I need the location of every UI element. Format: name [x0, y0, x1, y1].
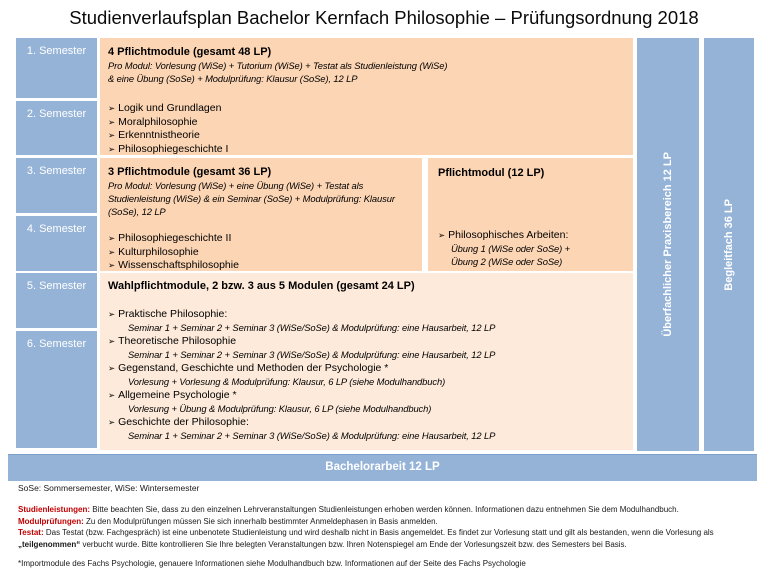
note-modulpruefungen: [18, 516, 762, 528]
block-detail-line: & eine Übung (SoSe) + Modulprüfung: Klausur (SoSe), 12 LP: [108, 73, 358, 84]
begleitfach-bar: [704, 38, 754, 451]
list-item: [108, 361, 625, 375]
arrow-bullet-icon: ➢: [438, 230, 446, 240]
praxisbereich-bar: [637, 38, 699, 451]
block-detail-line: Studienleistung (WiSe) & ein Seminar (SoSe) + Modulprüfung: Klausur: [108, 193, 395, 204]
module-detail: Seminar 1 + Seminar 2 + Seminar 3 (WiSe/SoSe) & Modulprüfung: eine Hausarbeit, 12 LP: [128, 322, 496, 333]
module-label: Gegenstand, Geschichte und Methoden der Psychologie *: [118, 362, 389, 374]
module-label: Wissenschaftsphilosophie: [118, 259, 239, 271]
arrow-bullet-icon: ➢: [108, 417, 116, 427]
semester-label: 1. Semester: [26, 45, 87, 57]
begleitfach-label: Begleitfach 36 LP: [723, 198, 735, 291]
module-list: [108, 102, 625, 156]
semester-cell-6: [16, 331, 97, 448]
page-title: Studienverlaufsplan Bachelor Kernfach Philosophie – Prüfungsordnung 2018: [69, 7, 699, 28]
arrow-bullet-icon: ➢: [108, 309, 116, 319]
praxisbereich-label: Überfachlicher Praxisbereich 12 LP: [662, 152, 674, 337]
module-label: Moralphilosophie: [118, 115, 198, 128]
semester-label: 5. Semester: [26, 280, 87, 292]
module-label: Theoretische Philosophie: [118, 335, 237, 347]
note-term: Studienleistungen:: [18, 505, 90, 514]
module-label: Erkenntnistheorie: [118, 129, 200, 141]
note-importmodule: *Importmodule des Fachs Psychologie, genauere Informationen siehe Modulhandbuch bzw. Informationen auf der Seite des Fachs Psychologie: [18, 559, 526, 569]
module-label: Philosophiegeschichte I: [118, 142, 229, 155]
list-item: [108, 116, 625, 130]
module-label: Praktische Philosophie:: [118, 308, 228, 320]
block-detail-line: Pro Modul: Vorlesung (WiSe) + Tutorium (WiSe) + Testat als Studienleistung (WiSe): [108, 60, 448, 71]
arrow-bullet-icon: ➢: [108, 130, 116, 140]
semester-label: 2. Semester: [26, 108, 87, 120]
module-label: Kulturphilosophie: [118, 245, 199, 258]
block-heading: Wahlpflichtmodule, 2 bzw. 3 aus 5 Modulen (gesamt 24 LP): [108, 280, 415, 292]
abbreviation-legend: SoSe: Sommersemester, WiSe: Wintersemester: [18, 483, 200, 493]
block-detail-line: Übung 2 (WiSe oder SoSe): [451, 256, 563, 267]
block-pflichtmodul: [428, 158, 633, 271]
module-label: Philosophisches Arbeiten:: [448, 229, 569, 241]
module-label: Allgemeine Psychologie *: [118, 389, 237, 401]
block-semester-5-6: [100, 273, 633, 450]
arrow-bullet-icon: ➢: [108, 390, 116, 400]
arrow-bullet-icon: ➢: [108, 103, 116, 113]
list-item: [108, 129, 625, 143]
list-item: [108, 388, 625, 402]
block-heading: 4 Pflichtmodule (gesamt 48 LP): [108, 46, 272, 58]
arrow-bullet-icon: ➢: [108, 363, 116, 373]
module-detail: Vorlesung + Vorlesung & Modulprüfung: Klausur, 6 LP (siehe Modulhandbuch): [128, 376, 446, 387]
arrow-bullet-icon: ➢: [108, 260, 116, 270]
arrow-bullet-icon: ➢: [108, 336, 116, 346]
module-list: [108, 232, 416, 273]
list-item: [108, 246, 416, 260]
note-term: Testat:: [18, 528, 44, 538]
semester-cell-4: [16, 216, 97, 271]
module-detail: Seminar 1 + Seminar 2 + Seminar 3 (WiSe/SoSe) & Modulprüfung: eine Hausarbeit, 12 LP: [128, 430, 496, 441]
semester-cell-3: [16, 158, 97, 213]
semester-label: 3. Semester: [26, 165, 87, 177]
block-semester-1-2: [100, 38, 633, 155]
list-item: [108, 102, 625, 116]
list-item: [108, 307, 625, 321]
semester-label: 4. Semester: [26, 223, 87, 235]
module-label: Philosophiegeschichte II: [118, 232, 232, 244]
module-list: [108, 307, 625, 442]
block-heading: 3 Pflichtmodule (gesamt 36 LP): [108, 166, 272, 178]
footnotes: [18, 504, 762, 570]
note-text: Zu den Modulprüfungen müssen Sie sich innerhalb bestimmter Anmeldephasen in Basis anmelden.: [83, 516, 438, 526]
block-semester-3-4: [100, 158, 422, 271]
note-text: Das Testat (bzw. Fachgespräch) ist eine unbenotete Studienleistung und wird deshalb nicht in Basis angemeldet. Es findet zur Vorlesung statt und gilt als bestanden, wenn die Vorlesung als: [43, 528, 714, 538]
semester-label: 6. Semester: [26, 338, 87, 350]
module-detail: Seminar 1 + Seminar 2 + Seminar 3 (WiSe/SoSe) & Modulprüfung: eine Hausarbeit, 12 LP: [128, 349, 496, 360]
semester-cell-2: [16, 101, 97, 155]
module-label: Logik und Grundlagen: [118, 102, 222, 114]
list-item: [108, 415, 625, 429]
module-label: Geschichte der Philosophie:: [118, 416, 249, 428]
block-detail-line: Pro Modul: Vorlesung (WiSe) + eine Übung (WiSe) + Testat als: [108, 180, 364, 191]
list-item: [108, 232, 416, 246]
semester-cell-1: [16, 38, 97, 98]
list-item: [108, 143, 625, 157]
arrow-bullet-icon: ➢: [108, 143, 116, 154]
list-item: [438, 228, 627, 242]
block-detail-line: (SoSe), 12 LP: [108, 206, 166, 217]
block-detail-line: Übung 1 (WiSe oder SoSe) +: [451, 243, 570, 254]
bachelorarbeit-bar: Bachelorarbeit 12 LP: [8, 454, 757, 481]
block-heading: Pflichtmodul (12 LP): [438, 167, 545, 179]
arrow-bullet-icon: ➢: [108, 116, 116, 127]
note-quoted-term: „teilgenommen“: [18, 539, 81, 549]
module-detail: Vorlesung + Übung & Modulprüfung: Klausur, 6 LP (siehe Modulhandbuch): [128, 403, 432, 414]
list-item: [108, 259, 416, 273]
note-text: verbucht wurde. Bitte kontrollieren Sie Ihre belegten Veranstaltungen bzw. Ihren Notenspiegel am Ende der Vorlesungszeit bzw. des Semesters bei Basis.: [80, 539, 627, 549]
arrow-bullet-icon: ➢: [108, 246, 116, 257]
list-item: [108, 334, 625, 348]
note-text: Bitte beachten Sie, dass zu den einzelnen Lehrveranstaltungen Studienleistungen erhoben werden können. Informationen dazu entnehmen Sie dem Modulhandbuch.: [90, 505, 679, 514]
note-term: Modulprüfungen:: [18, 516, 84, 526]
note-studienleistungen: [18, 504, 762, 516]
arrow-bullet-icon: ➢: [108, 233, 116, 243]
note-testat: [18, 527, 762, 550]
semester-cell-5: [16, 273, 97, 328]
